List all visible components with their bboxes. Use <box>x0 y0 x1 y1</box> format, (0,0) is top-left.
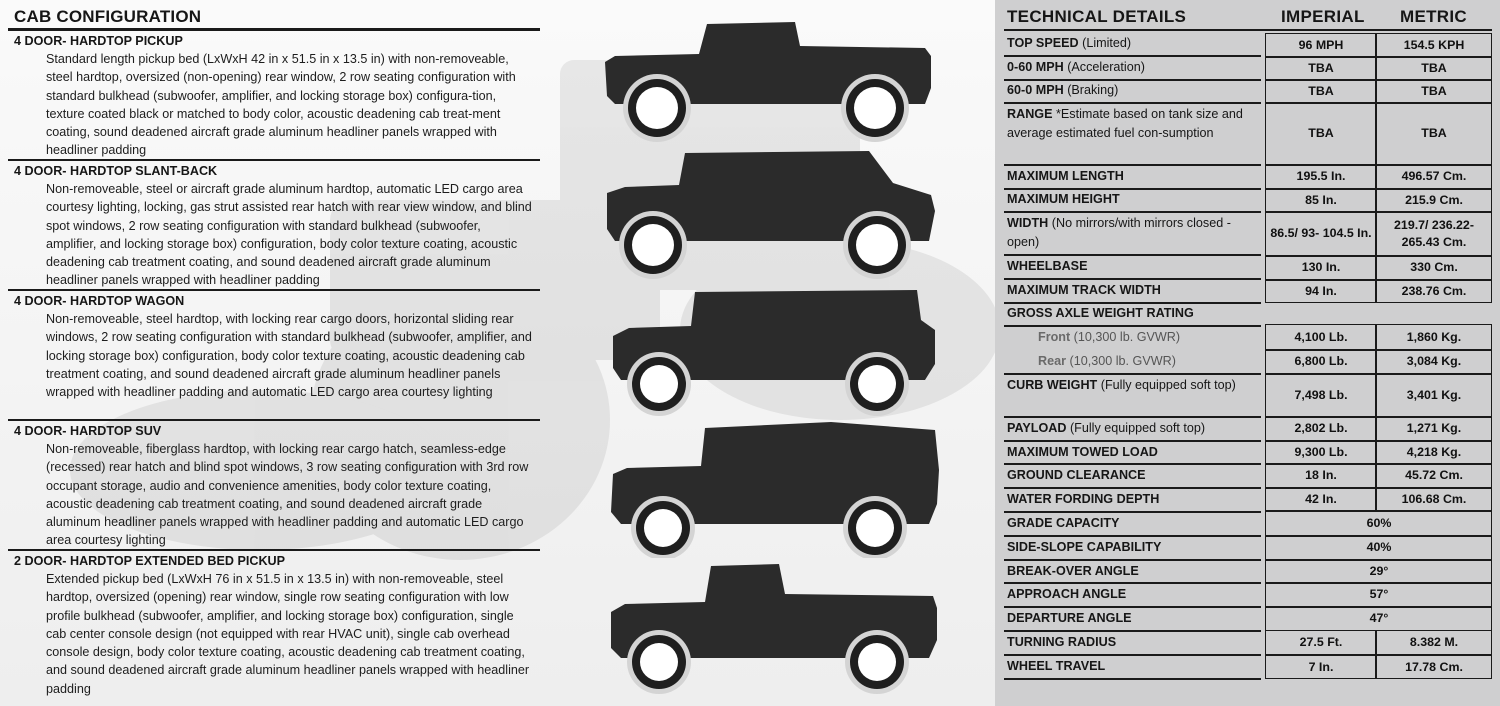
value-metric: 8.382 M. <box>1409 635 1459 649</box>
value-imperial: 94 In. <box>1305 284 1337 298</box>
value-imperial: 130 In. <box>1301 260 1341 274</box>
row-rule <box>1004 302 1261 304</box>
value-metric: 1,860 Kg. <box>1406 329 1462 344</box>
cab-config-description: Non-removeable, steel hardtop, with locking rear cargo doors, horizontal sliding rear windows, 2 row seating configuration with standard bulkhead (subwoofer, amplifier, and locking storage box) configuration, body color texture coating, acoustic deadening cab treatment coating, and sound deadened aircraft grade aluminum headliner panels wrapped with headliner padding and automatic LED cargo area courtesy lighting <box>46 312 532 400</box>
cab-config-item <box>8 32 540 158</box>
value-imperial: 96 MPH <box>1298 37 1344 52</box>
value-imperial: 7,498 Lb. <box>1294 387 1348 402</box>
value-imperial: 4,100 Lb. <box>1294 329 1348 344</box>
value-imperial: TBA <box>1308 83 1334 98</box>
value-metric: 330 Cm. <box>1410 260 1458 274</box>
cab-config-title: 2 DOOR- HARDTOP EXTENDED BED PICKUP <box>14 554 286 568</box>
value-metric: 215.9 Cm. <box>1405 192 1463 207</box>
imperial-header: IMPERIAL <box>1281 7 1365 26</box>
row-rule <box>1004 325 1261 327</box>
value-imperial: 9,300 Lb. <box>1294 444 1348 459</box>
row-rule <box>1004 440 1261 442</box>
slant-back-silhouette <box>595 149 955 279</box>
value-metric: TBA <box>1421 126 1447 140</box>
row-rule <box>1004 606 1261 608</box>
row-rule <box>1004 164 1261 166</box>
row-rule <box>1004 254 1261 256</box>
value-imperial: TBA <box>1308 60 1334 75</box>
value-imperial: 7 In. <box>1308 659 1334 674</box>
value-imperial: TBA <box>1308 126 1334 140</box>
row-rule <box>1004 630 1261 632</box>
row-rule <box>1004 102 1261 104</box>
row-rule <box>1004 535 1261 537</box>
value-combined: 57° <box>1369 587 1389 601</box>
row-rule <box>1004 559 1261 561</box>
cab-config-title: 4 DOOR- HARDTOP SUV <box>14 424 162 438</box>
cab-configuration-section <box>8 6 540 698</box>
value-metric: TBA <box>1421 60 1447 75</box>
value-combined: 29° <box>1369 563 1389 578</box>
title-rule <box>8 28 540 31</box>
row-rule <box>1004 511 1261 513</box>
cab-config-title: 4 DOOR- HARDTOP SLANT-BACK <box>14 164 218 178</box>
cab-config-title: 4 DOOR- HARDTOP WAGON <box>14 294 185 308</box>
cab-config-description: Non-removeable, steel or aircraft grade aluminum hardtop, automatic LED cargo area courtesy lighting, locking, gas strut assisted rear hatch with rear view window, and blind spot windows, 2 row seating configuration with standard bulkhead (subwoofer, amplifier, and locking storage box) configuration, body color texture coating, acoustic deadening cab treatment coating, and sound deadened aircraft grade aluminum headliner panels wrapped with headliner padding <box>46 182 532 288</box>
cab-config-description: Non-removeable, fiberglass hardtop, with locking rear cargo hatch, seamless-edge (recessed) rear hatch and blind spot windows, 3 row seating configuration with 3rd row occupant storage, audio and convenience amenities, body color texture coating, acoustic deadening cab treatment coating, and sound deadened aircraft grade aluminum headliner panels wrapped with headliner padding and automatic LED cargo area courtesy lighting <box>46 442 529 548</box>
value-metric: 17.78 Cm. <box>1405 659 1463 674</box>
row-rule <box>1004 373 1261 375</box>
wagon-silhouette <box>595 286 955 416</box>
cab-config-item <box>8 162 540 288</box>
value-combined: 47° <box>1369 611 1389 625</box>
divider <box>8 419 540 421</box>
row-rule <box>1004 55 1261 57</box>
value-metric: 219.7/ 236.22-265.43 Cm. <box>1394 217 1474 249</box>
row-rule <box>1004 211 1261 213</box>
row-rule <box>1004 463 1261 465</box>
cab-config-item <box>8 292 540 418</box>
header-rule <box>1004 29 1492 31</box>
value-imperial: 27.5 Ft. <box>1299 635 1343 649</box>
vehicle-silhouettes <box>595 16 955 696</box>
cab-config-item <box>8 422 540 548</box>
value-metric: 4,218 Kg. <box>1406 444 1462 459</box>
value-combined: 40% <box>1366 540 1392 554</box>
cab-config-title: 4 DOOR- HARDTOP PICKUP <box>14 34 183 48</box>
value-imperial: 85 In. <box>1305 192 1337 207</box>
value-metric: 3,084 Kg. <box>1406 354 1462 368</box>
row-rule <box>1004 487 1261 489</box>
cab-config-description: Extended pickup bed (LxWxH 76 in x 51.5 in x 13.5 in) with non-removeable, steel hardtop, oversized (opening) rear window, single row seating configuration with low profile bulkhead (subwoofer, amplifier, and locking storage box) configuration, single cab center console design (not equipped with rear HVAC unit), single cab overhead console design, body color texture coating, acoustic deadening cab treatment coating, and sound deadened aircraft grade aluminum headliner panels wrapped with headliner padding <box>46 572 530 696</box>
value-imperial: 195.5 In. <box>1296 169 1346 183</box>
row-rule <box>1004 582 1261 584</box>
row-rule <box>1004 188 1261 190</box>
cab-config-item <box>8 552 540 698</box>
pickup-truck-silhouette <box>595 16 955 144</box>
value-metric: 154.5 KPH <box>1403 37 1465 52</box>
row-rule <box>1004 416 1261 418</box>
value-metric: 1,271 Kg. <box>1406 421 1462 435</box>
value-metric: 238.76 Cm. <box>1401 284 1467 298</box>
value-metric: 3,401 Kg. <box>1406 387 1462 402</box>
value-imperial: 2,802 Lb. <box>1294 421 1348 435</box>
value-metric: TBA <box>1421 83 1447 98</box>
metric-header: METRIC <box>1400 7 1467 26</box>
row-rule <box>1004 278 1261 280</box>
row-rule <box>1004 678 1261 680</box>
value-metric: 496.57 Cm. <box>1401 169 1467 183</box>
cab-config-description: Standard length pickup bed (LxWxH 42 in x 51.5 in x 13.5 in) with non-removeable, steel hardtop, oversized (non-opening) rear window, 2 row seating configuration with standard bulkhead (subwoofer, amplifier, and locking storage box) configura-tion, texture coated black or matched to body color, acoustic deadening cab treat-ment coating, sound deadened aircraft grade aluminum headliner panels wrapped with headliner padding <box>46 52 516 158</box>
row-rule <box>1004 79 1261 81</box>
value-imperial: 18 In. <box>1305 468 1337 482</box>
value-imperial: 42 In. <box>1305 492 1337 506</box>
value-combined: 60% <box>1366 516 1392 530</box>
extended-bed-pickup-silhouette <box>595 564 955 696</box>
value-metric: 45.72 Cm. <box>1405 468 1463 482</box>
row-rule <box>1004 654 1261 656</box>
value-imperial: 6,800 Lb. <box>1294 354 1348 368</box>
value-metric: 106.68 Cm. <box>1401 492 1467 506</box>
suv-silhouette <box>595 418 955 558</box>
tech-title: TECHNICAL DETAILS <box>1007 7 1187 26</box>
value-imperial: 86.5/ 93- 104.5 In. <box>1270 226 1372 240</box>
section-title: CAB CONFIGURATION <box>14 7 202 26</box>
